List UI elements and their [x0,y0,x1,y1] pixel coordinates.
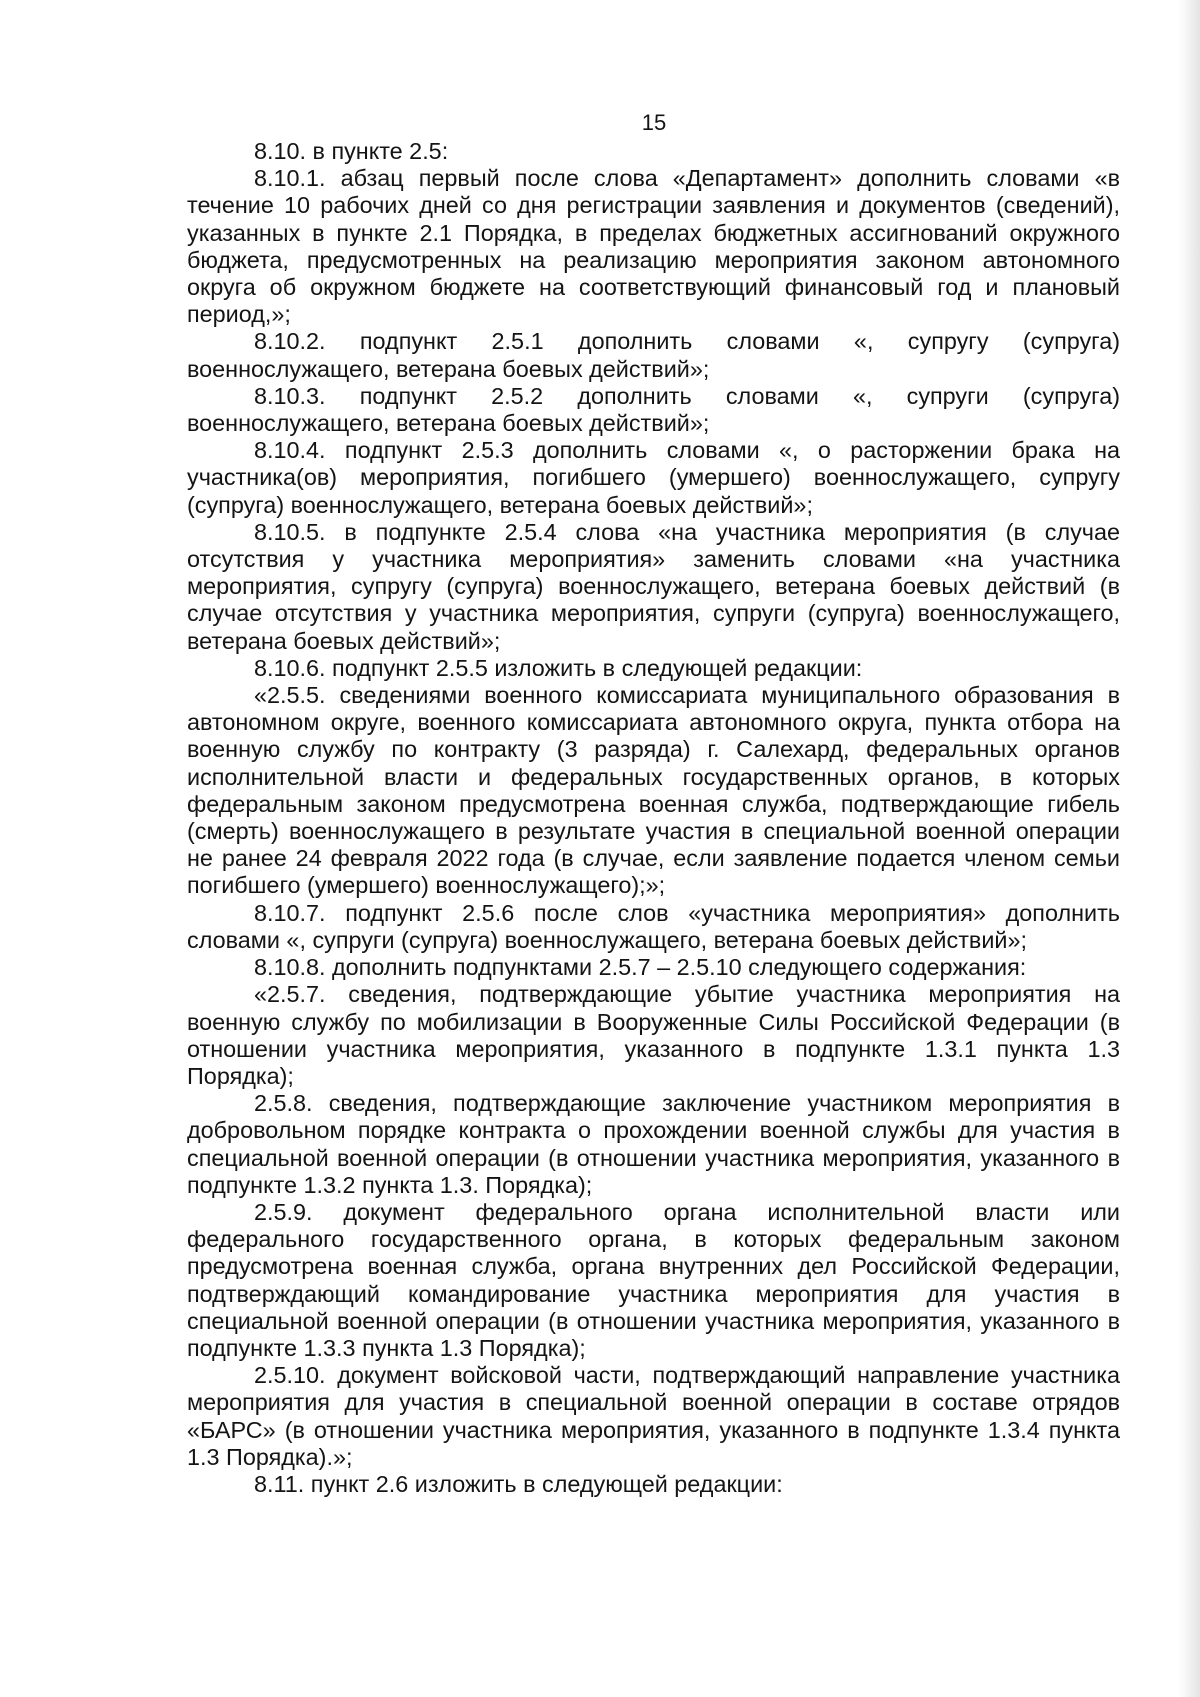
paragraph-8-10-4: 8.10.4. подпункт 2.5.3 дополнить словами «, о расторжении брака на участника(ов) мероприятия, погибшего (умершего) военнослужащего, супругу (супруга) военнослужащего, ветерана боевых действий»; [187,437,1120,518]
page-number: 15 [641,110,667,135]
paragraph-8-10-2: 8.10.2. подпункт 2.5.1 дополнить словами «, супругу (супруга) военнослужащего, ветерана боевых действий»; [187,328,1120,382]
document-body [187,138,1120,1498]
paragraph-8-10: 8.10. в пункте 2.5: [254,138,449,164]
paragraph-2-5-7: «2.5.7. сведения, подтверждающие убытие участника мероприятия на военную службу по мобилизации в Вооруженные Силы Российской Федерации (в отношении участника мероприятия, указанного в подпункте 1.3.1 пункта 1.3 Порядка); [187,981,1120,1089]
paragraph-2-5-9: 2.5.9. документ федерального органа исполнительной власти или федерального государственного органа, в которых федеральным законом предусмотрена военная служба, органа внутренних дел Российской Федерации, подтверждающий командирование участника мероприятия для участия в специальной военной операции (в отношении участника мероприятия, указанного в подпункте 1.3.3 пункта 1.3 Порядка); [187,1198,1120,1361]
paragraph-8-10-7: 8.10.7. подпункт 2.5.6 после слов «участника мероприятия» дополнить словами «, супруги (супруга) военнослужащего, ветерана боевых действий»; [187,899,1120,953]
scan-page-edge [1178,0,1200,1697]
paragraph-8-10-8: 8.10.8. дополнить подпунктами 2.5.7 – 2.5.10 следующего содержания: [254,954,1027,981]
paragraph-8-10-6: 8.10.6. подпункт 2.5.5 изложить в следующей редакции: [254,654,863,681]
paragraph-8-10-1: 8.10.1. абзац первый после слова «Департамент» дополнить словами «в течение 10 рабочих дней со дня регистрации заявления и документов (сведений), указанных в пункте 2.1 Порядка, в пределах бюджетных ассигнований окружного бюджета, предусмотренных на реализацию мероприятия законом автономного округа об окружном бюджете на соответствующий финансовый год и плановый период,»; [187,165,1120,328]
paragraph-8-10-5: 8.10.5. в подпункте 2.5.4 слова «на участника мероприятия (в случае отсутствия у участника мероприятия» заменить словами «на участника мероприятия, супругу (супруга) военнослужащего, ветерана боевых действий (в случае отсутствия у участника мероприятия, супруги (супруга) военнослужащего, ветерана боевых действий»; [187,518,1120,654]
paragraph-2-5-10: 2.5.10. документ войсковой части, подтверждающий направление участника мероприятия для участия в специальной военной операции в составе отрядов «БАРС» (в отношении участника мероприятия, указанного в подпункте 1.3.4 пункта 1.3 Порядка).»; [187,1362,1120,1470]
paragraph-8-10-3: 8.10.3. подпункт 2.5.2 дополнить словами «, супруги (супруга) военнослужащего, ветерана боевых действий»; [187,382,1120,437]
paragraph-8-11: 8.11. пункт 2.6 изложить в следующей редакции: [254,1470,783,1497]
paragraph-2-5-5: «2.5.5. сведениями военного комиссариата муниципального образования в автономном округе, военного комиссариата автономного округа, пункта отбора на военную службу по контракту (3 разряда) г. Салехард, федеральных органов исполнительной власти и федеральных государственных органов, в которых федеральным законом предусмотрена военная служба, подтверждающие гибель (смерть) военнослужащего в результате участия в специальной военной операции не ранее 24 февраля 2022 года (в случае, если заявление подается членом семьи погибшего (умершего) военнослужащего);»; [187,682,1120,899]
paragraph-2-5-8: 2.5.8. сведения, подтверждающие заключение участником мероприятия в добровольном порядке контракта о прохождении военной службы для участия в специальной военной операции (в отношении участника мероприятия, указанного в подпункте 1.3.2 пункта 1.3. Порядка); [187,1090,1120,1198]
